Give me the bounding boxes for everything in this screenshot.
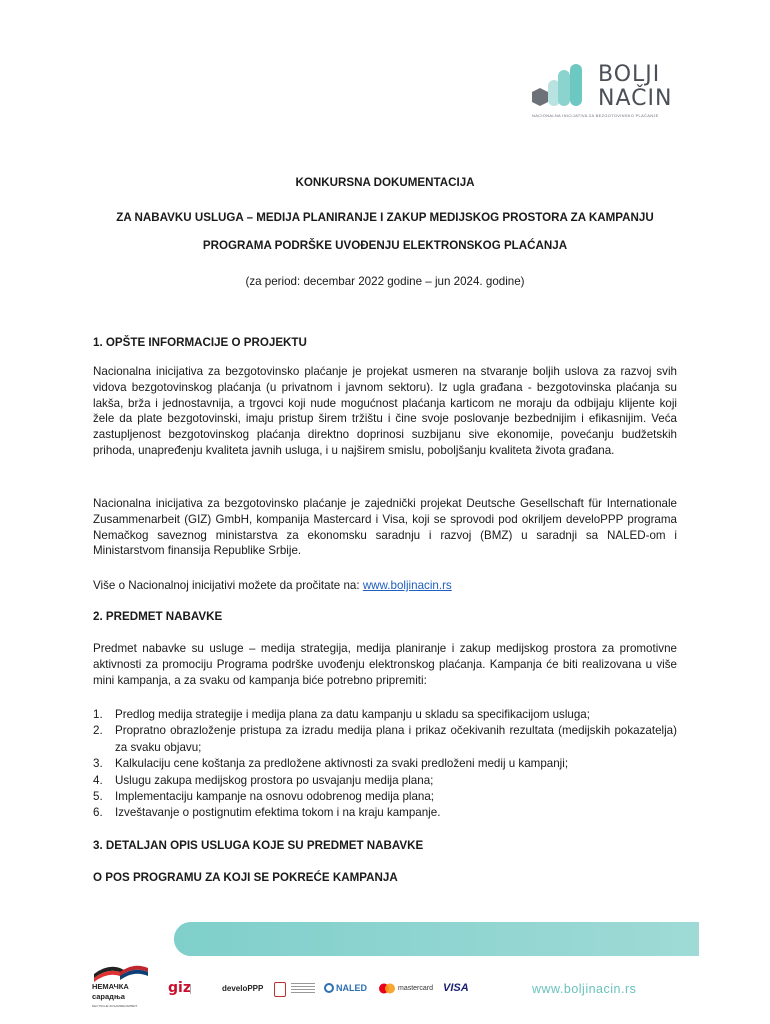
naled-mark-icon [324,983,334,993]
list-number: 4. [93,773,103,787]
mastercard-logo [378,983,433,994]
logo-mark-icon [528,62,596,112]
logo-word-nacin: NAČIN [598,86,673,111]
doc-subtitle-2: PROGRAMA PODRŠKE UVOĐENJU ELEKTRONSKOG PLAĆANJA [202,239,568,252]
list-item [93,805,677,821]
paragraph-text: Više o Nacionalnoj inicijativi možete da pročitate na: [93,579,363,592]
list-number: 3. [93,757,103,771]
section-3-heading: 3. DETALJAN OPIS USLUGA KOJE SU PREDMET NABAVKE [93,839,424,852]
section-2-paragraph-1 [93,641,677,688]
flags-icon [90,960,152,982]
doc-period: (za period: decembar 2022 godine – jun 2024. godine) [245,275,525,288]
naled-text: NALED [336,983,367,993]
section-1-paragraph-1 [93,364,677,459]
list-text: Predlog medija strategije i medija plana za datu kampanju u skladu sa specifikacijom usluga; [115,708,590,721]
list-text: Izveštavanje o postignutim efektima tokom i na kraju kampanje. [115,806,441,820]
list-text: Propratno obrazloženje pristupa za izradu medija plana i prikaz očekivanih rezultata (medijskih pokazatelja) za svaku objavu; [115,724,677,754]
list-number: 1. [93,708,103,721]
list-number: 5. [93,790,103,804]
list-item [93,756,677,772]
section-2-heading: 2. PREDMET NABAVKE [93,610,223,623]
mastercard-circles-icon [378,983,396,994]
list-text: Uslugu zakupa medijskog prostora po usvajanju medija plana; [115,773,434,787]
list-text: Kalkulaciju cene koštanja za predložene aktivnosti za svaki predloženi medij u kampanji; [115,757,569,771]
paragraph-text: Nacionalna inicijativa za bezgotovinsko plaćanje je zajednički projekat Deutsche Gesellschaft für Internationale Zusammenarbeit (GIZ) GmbH, kompanija Mastercard i Visa, koji se sprovodi pod okriljem develoPPP programa Nemačkog saveznog ministarstva za ekonomsku saradnju i razvoj (BMZ) u saradnji sa NALED-om i Ministarstvom finansija Republike Srbije. [93,497,677,558]
partner-text-1: НЕМАЧКА [92,982,129,991]
logo-word-bolji: BOLJI [598,62,661,87]
deliverables-list [93,707,677,822]
list-item [93,773,677,789]
list-item [93,707,677,723]
list-item [93,723,677,756]
paragraph-text: Predmet nabavke su usluge – medija strategija, medija planiranje i zakup medijskog prostora za promotivne aktivnosti za promociju Programa podrške uvođenju elektronskog plaćanja. Kampanja će biti realizovana u više mini kampanja, a za svaku od kampanja biće potrebno pripremiti: [93,642,677,687]
serbia-crest-icon [274,982,286,997]
list-item [93,789,677,805]
giz-logo: giz [168,980,191,996]
doc-subtitle-1: ZA NABAVKU USLUGA – MEDIJA PLANIRANJE I ZAKUP MEDIJSKOG PROSTORA ZA KAMPANJU [116,211,654,224]
footer-url[interactable]: www.boljinacin.rs [532,982,637,996]
partner-text-2: сарадња [92,992,125,1001]
footer-decorative-bar [174,922,699,956]
section-1-paragraph-3 [93,578,677,594]
boljinacin-link[interactable]: www.boljinacin.rs [362,579,452,592]
list-number: 2. [93,724,103,738]
logo-tagline: NACIONALNA INICIJATIVA ZA BEZGOTOVINSKO PLAĆANJE [532,113,659,118]
section-3-subheading: O POS PROGRAMU ZA KOJI SE POKREĆE KAMPANJA [93,871,398,884]
section-1-paragraph-2 [93,496,677,559]
list-number: 6. [93,806,103,820]
mastercard-text: mastercard [398,985,434,992]
visa-logo: VISA [443,982,469,994]
list-text: Implementaciju kampanje na osnovu odobrenog medija plana; [115,790,435,804]
giz-divider [190,984,213,994]
german-cooperation-logo [90,960,152,1016]
developpp-logo: develoPPP [222,984,264,993]
ministry-logo [291,983,315,993]
naled-logo [324,983,367,993]
bolji-nacin-logo [528,62,678,122]
paragraph-text: Nacionalna inicijativa za bezgotovinsko plaćanje je projekat usmeren na stvaranje boljih uslova za razvoj svih vidova bezgotovinskog plaćanja (u privatnom i javnom sektoru). Iz ugla građana - bezgotovinska plaćanja su lakša, brža i jednostavnija, a trgovci koji nude mogućnost plaćanja karticom ne moraju da odbijaju klijente koji žele da plate bezgotovinski, imaju pristup širem tržištu i čine svoje poslovanje bezbednijim i efikasnijim. Veća zastupljenost bezgotovinskog plaćanja direktno doprinosi suzbijanu sive ekonomije, povećanju budžetskih prihoda, unapređenju kvaliteta javnih usluga, i u najširem smislu, poboljšanju kvaliteta života građana. [93,365,677,457]
partner-text-3: DEUTSCHE ZUSAMMENARBEIT [92,1004,138,1008]
doc-title: KONKURSNA DOKUMENTACIJA [295,176,475,189]
section-1-heading: 1. OPŠTE INFORMACIJE O PROJEKTU [93,336,307,349]
